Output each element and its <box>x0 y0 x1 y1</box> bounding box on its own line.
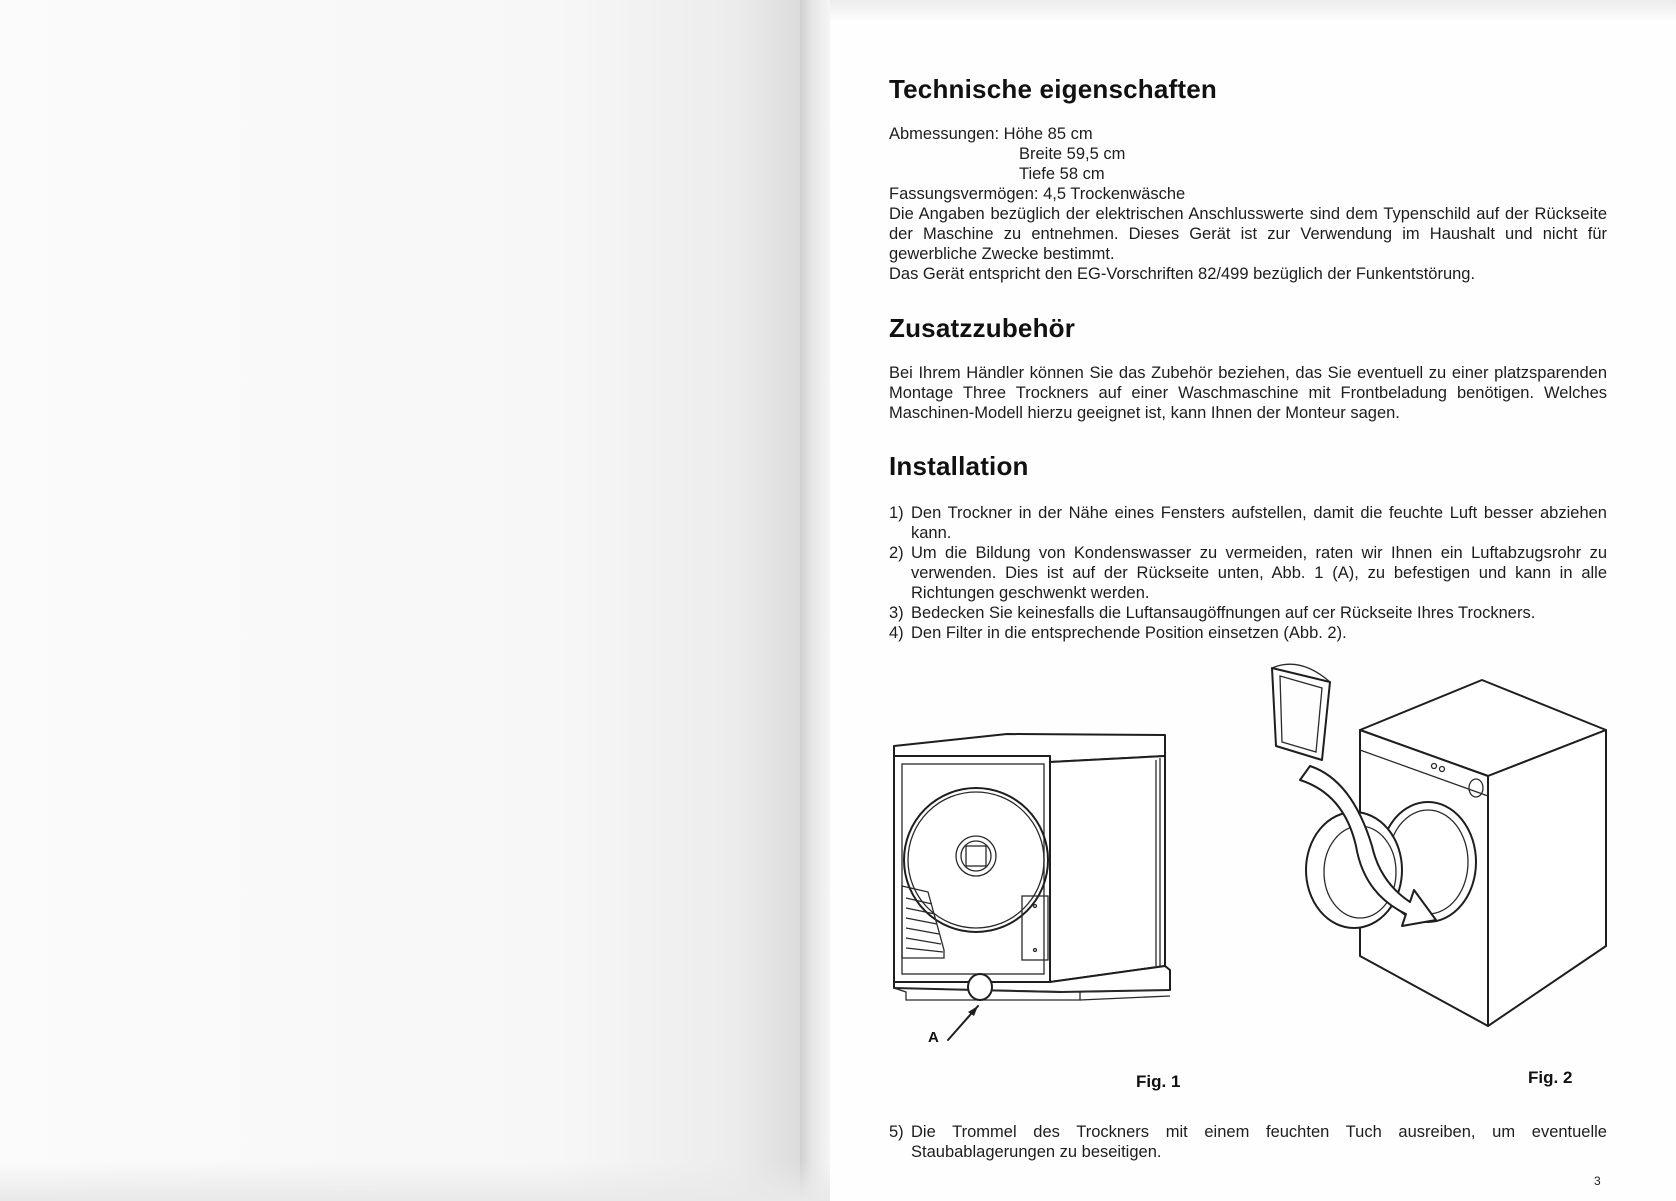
step-number: 3) <box>889 604 904 622</box>
list-item <box>889 603 1607 623</box>
page-shadow <box>0 1161 830 1201</box>
figure-2-filter-illustration <box>1260 650 1620 1050</box>
electrical-note: Die Angaben bezüglich der elektrischen Anschlusswerte sind dem Typenschild auf der Rückseite der Maschine zu entnehmen. Dieses Gerät ist zur Verwendung im Haushalt und nicht für gewerbliche Zwecke bestimmt. <box>889 205 1607 263</box>
callout-a: A <box>928 1029 939 1046</box>
list-item <box>889 503 1607 543</box>
figure-2-caption: Fig. 2 <box>1528 1068 1573 1087</box>
step-text: Bedecken Sie keinesfalls die Luftansaugöffnungen auf cer Rückseite Ihres Trockners. <box>911 604 1536 622</box>
page-number: 3 <box>1594 1174 1601 1188</box>
dimension-width: Breite 59,5 cm <box>1019 145 1126 163</box>
dimension-depth: Tiefe 58 cm <box>1019 165 1105 183</box>
capacity-text: Fassungsvermögen: 4,5 Trockenwäsche <box>889 185 1186 203</box>
dimension-height: Abmessungen: Höhe 85 cm <box>889 125 1093 143</box>
figure-1-dryer-rear-illustration <box>880 720 1180 1020</box>
heading-installation: Installation <box>889 451 1029 481</box>
dimensions-block <box>889 124 1609 204</box>
heading-accessories: Zusatzzubehör <box>889 313 1076 343</box>
book-gutter <box>800 0 830 1201</box>
step-number: 4) <box>889 624 904 642</box>
step-number: 5) <box>889 1123 904 1141</box>
accessories-text: Bei Ihrem Händler können Sie das Zubehör beziehen, das Sie eventuell zu einer platzsparenden Montage Three Trockners auf einer Waschmaschine mit Frontbeladung benötigen. Welches Maschinen-Modell hierzu geeignet ist, kann Ihnen der Monteur sagen. <box>889 364 1607 422</box>
step-number: 2) <box>889 544 904 562</box>
step-text: Um die Bildung von Kondenswasser zu vermeiden, raten wir Ihnen ein Luftabzugsrohr zu verwenden. Dies ist auf der Rückseite unten, Abb. 1 (A), zu befestigen und kann in alle Richtungen geschwenkt werden. <box>911 544 1607 602</box>
left-page-blank <box>0 0 800 1201</box>
list-item <box>889 1122 1607 1162</box>
figure-1-caption: Fig. 1 <box>1136 1072 1181 1091</box>
step-number: 1) <box>889 504 904 522</box>
list-item <box>889 623 1607 643</box>
eg-note: Das Gerät entspricht den EG-Vorschriften 82/499 bezüglich der Funkentstörung. <box>889 265 1476 283</box>
installation-steps <box>889 503 1607 643</box>
heading-technical: Technische eigenschaften <box>889 74 1217 104</box>
step-text: Den Trockner in der Nähe eines Fensters aufstellen, damit die feuchte Luft besser abziehen kann. <box>911 504 1607 542</box>
step-text: Den Filter in die entsprechende Position einsetzen (Abb. 2). <box>911 624 1347 642</box>
list-item <box>889 543 1607 603</box>
step-text: Die Trommel des Trockners mit einem feuchten Tuch ausreiben, um eventuelle Staubablagerungen zu beseitigen. <box>911 1123 1607 1161</box>
